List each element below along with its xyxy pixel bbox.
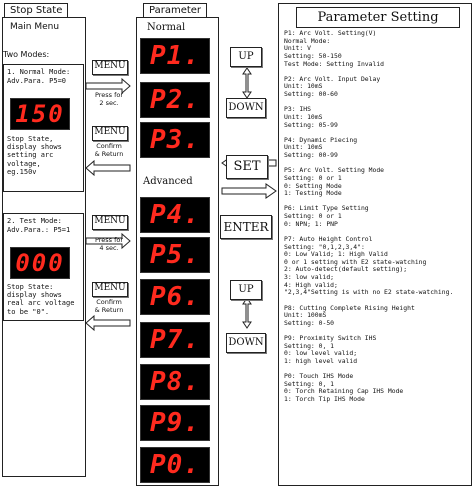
test-mode-display: 000 xyxy=(10,247,70,279)
confirm-return-note: Confirm & Return xyxy=(94,142,124,158)
normal-mode-param: Adv.Para. P5=0 xyxy=(7,77,67,85)
param-display-p4: P4. xyxy=(140,197,210,233)
up-button-bottom[interactable]: UP xyxy=(230,280,262,300)
param-display-p6: P6. xyxy=(140,279,210,315)
normal-label: Normal xyxy=(147,22,186,33)
menu-button-normal[interactable]: MENU xyxy=(92,60,128,75)
main-menu-label: Main Menu xyxy=(10,22,60,32)
arrow-right-icon xyxy=(222,184,276,198)
normal-mode-title: 1. Normal Mode: xyxy=(7,68,71,76)
menu-button-confirm-test[interactable]: MENU xyxy=(92,282,128,297)
up-down-arrow-icon xyxy=(243,68,251,98)
press-4-sec-note: Press for 4 sec. xyxy=(94,236,124,252)
down-button-bottom[interactable]: DOWN xyxy=(226,333,266,353)
center-arrows-graphic xyxy=(218,40,280,360)
normal-mode-desc: Stop State, display shows setting arc voltage, eg.150v xyxy=(7,135,62,176)
param-display-p2: P2. xyxy=(140,82,210,118)
param-display-p9: P9. xyxy=(140,405,210,441)
set-button[interactable]: SET xyxy=(226,155,268,179)
down-button-top[interactable]: DOWN xyxy=(226,98,266,118)
param-display-p7: P7. xyxy=(140,322,210,358)
stop-state-tab: Stop State xyxy=(4,3,68,18)
param-display-p8: P8. xyxy=(140,364,210,400)
test-mode-title: 2. Test Mode: xyxy=(7,217,62,225)
normal-mode-display: 150 xyxy=(10,98,70,130)
arrow-left-icon xyxy=(86,161,130,175)
parameter-setting-title: Parameter Setting xyxy=(296,7,460,28)
param-display-p1: P1. xyxy=(140,38,210,74)
param-display-p5: P5. xyxy=(140,237,210,273)
test-mode-desc: Stop State: display shows real arc voltage to be "0". xyxy=(7,283,75,316)
param-display-p3: P3. xyxy=(140,122,210,158)
menu-button-test[interactable]: MENU xyxy=(92,215,128,230)
press-2-sec-note: Press for 2 sec. xyxy=(94,91,124,107)
up-button-top[interactable]: UP xyxy=(230,47,262,67)
two-modes-label: Two Modes: xyxy=(3,50,50,59)
up-down-arrow-icon xyxy=(243,298,251,328)
confirm-return-note: Confirm & Return xyxy=(94,298,124,314)
advanced-label: Advanced xyxy=(143,176,193,187)
menu-button-confirm-normal[interactable]: MENU xyxy=(92,126,128,141)
parameter-setting-text: P1: Arc Volt. Setting(V) Normal Mode: Unit: V Setting: 50-150 Test Mode: Setting Invalid P2: Arc Volt. Input Delay Unit: 10mS Setting: 00-60 P3: IHS Unit: 10mS Setting: 05-99 P4: Dynamic Piecing Unit: 10mS Setting: 00-99 P5: Arc Volt. Setting Mode Setting: 0 or 1 0: Setting Mode 1: Testing Mode P6: Limit Type Setting Setting: 0 or 1 0: NPN; 1: PNP P7: Auto Height Control Setting: "0,1,2,3,4": 0: Low Valid; 1: High Valid 0 or 1 setting with E2 state-watching 2: Auto-detect(default setting); 3: low valid; 4: High valid; "2,3,4"Setting is with no E2 state-watching. P8: Cutting Complete Rising Height Unit: 100mS Setting: 0-50 P9: Proximity Switch IHS Setting: 0, 1 0: low level valid; 1: high level valid P0: Touch IHS Mode Setting: 0, 1 0: Torch Retaining Cap IHS Mode 1: Torch Tip IHS Mode xyxy=(284,29,454,403)
arrow-left-icon xyxy=(86,316,130,330)
param-display-p0: P0. xyxy=(140,447,210,483)
parameter-tab: Parameter xyxy=(143,3,207,18)
test-mode-param: Adv.Para.: P5=1 xyxy=(7,226,71,234)
enter-button[interactable]: ENTER xyxy=(220,215,272,239)
